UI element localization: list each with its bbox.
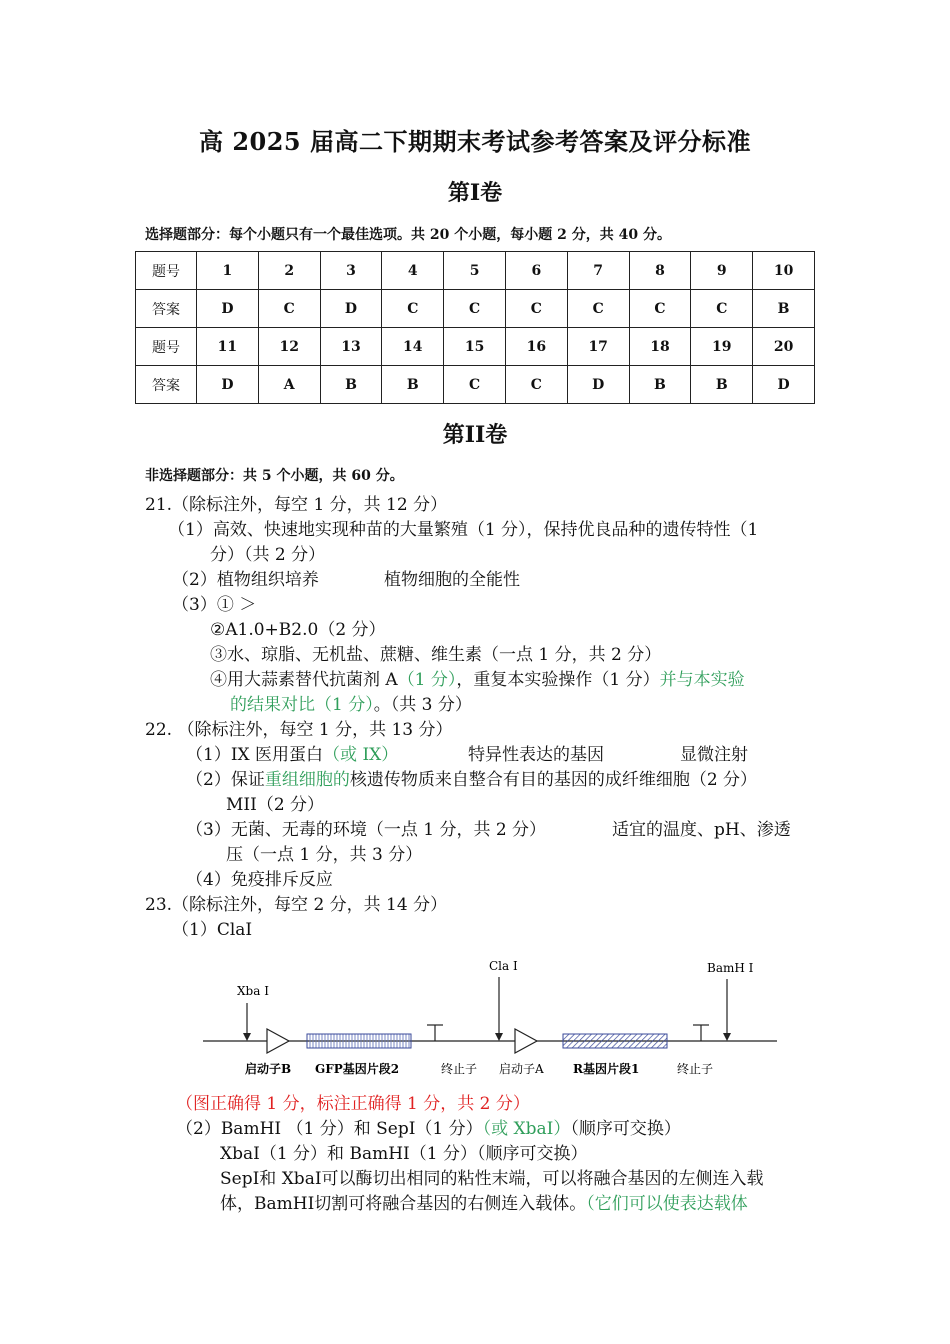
question-number: 9	[691, 252, 753, 290]
q23-p2-part3: （顺序可交换）	[570, 1119, 681, 1139]
answer-cell: C	[258, 290, 320, 328]
q21-p3e	[230, 693, 472, 718]
q21-p3e-part2: 。（共 3 分）	[373, 695, 472, 715]
q23-p2f	[220, 1192, 748, 1217]
q21-p2a: （2）植物组织培养	[172, 570, 319, 590]
answer-cell: C	[629, 290, 691, 328]
q21-p3b: ②A1.0+B2.0（2 分）	[210, 620, 386, 640]
q22-p2-part2: 重组细胞的	[264, 770, 350, 790]
question-number: 6	[505, 252, 567, 290]
question-number: 20	[753, 328, 815, 366]
question-number: 17	[567, 328, 629, 366]
row-label: 答案	[136, 290, 197, 328]
q21-p3d-part4: 并与本实验	[659, 670, 745, 690]
question-number: 4	[382, 252, 444, 290]
answer-cell: D	[753, 366, 815, 404]
question-number: 1	[197, 252, 259, 290]
q22-p3a: （3）无菌、无毒的环境（一点 1 分，共 2 分）	[186, 820, 547, 840]
q21-head: 21.（除标注外，每空 1 分，共 12 分）	[145, 495, 448, 515]
q23-p2f-part1: 体，BamHI切割可将融合基因的右侧连入载体。	[220, 1194, 587, 1214]
section-2-title: 第II卷	[442, 422, 508, 448]
q22-p2-part1: （2）保证	[186, 770, 265, 790]
q23-p2e: SepI和 XbaI可以酶切出相同的粘性末端，可以将融合基因的左侧连入载	[220, 1169, 764, 1189]
table-row	[136, 252, 815, 290]
gfp-segment	[307, 1034, 411, 1048]
q21-p3e-part1: 的结果对比（1 分）	[230, 695, 374, 715]
promoter-b-label: 启动子B	[245, 1062, 292, 1076]
q21-p1b: 分）（共 2 分）	[210, 545, 326, 565]
nonchoice-note: 非选择题部分：共 5 个小题，共 60 分。	[145, 468, 404, 484]
question-number: 14	[382, 328, 444, 366]
q22-p1	[186, 743, 398, 768]
question-number: 16	[505, 328, 567, 366]
q22-p2d: MII（2 分）	[226, 795, 325, 815]
q23-p2f-part2: （它们可以使表达载体	[586, 1194, 748, 1214]
q21-p3d-part2: （1 分）	[397, 670, 457, 690]
q22-p3c: 压（一点 1 分，共 3 分）	[226, 845, 423, 865]
q22-p1c: 特异性表达的基因	[468, 745, 604, 765]
section-1-title: 第I卷	[447, 180, 503, 206]
table-row	[136, 290, 815, 328]
q23-p2d: XbaI（1 分）和 BamHI（1 分）（顺序可交换）	[220, 1144, 588, 1164]
question-number: 2	[258, 252, 320, 290]
q21-p3c: ③水、琼脂、无机盐、蔗糖、维生素（一点 1 分，共 2 分）	[210, 645, 662, 665]
answer-table	[135, 251, 815, 404]
answer-cell: C	[444, 366, 506, 404]
q22-p1-part2: （或 IX）	[323, 745, 399, 765]
answer-cell: B	[691, 366, 753, 404]
q21-p3d	[210, 668, 745, 693]
answer-cell: C	[444, 290, 506, 328]
promoter-b-icon	[267, 1029, 289, 1053]
answer-cell: A	[258, 366, 320, 404]
answer-cell: B	[382, 366, 444, 404]
q21-p3: （3）① ＞	[172, 595, 257, 615]
question-number: 13	[320, 328, 382, 366]
q21-p1a: （1）高效、快速地实现种苗的大量繁殖（1 分），保持优良品种的遗传特性（1	[168, 520, 759, 540]
terminator-1-label: 终止子	[441, 1062, 478, 1076]
answer-cell: C	[382, 290, 444, 328]
q23-head: 23.（除标注外，每空 2 分，共 14 分）	[145, 895, 448, 915]
q22-head: 22. （除标注外，每空 1 分，共 13 分）	[145, 720, 453, 740]
promoter-a-icon	[515, 1029, 537, 1053]
question-number: 5	[444, 252, 506, 290]
choice-note: 选择题部分：每个小题只有一个最佳选项。共 20 个小题，每小题 2 分，共 40 分。	[145, 227, 671, 243]
page-title: 高 2025 届高二下期期末考试参考答案及评分标准	[198, 127, 751, 156]
q23-p1: （1）ClaI	[172, 920, 253, 940]
r-segment	[563, 1034, 667, 1048]
promoter-a-label: 启动子A	[499, 1062, 544, 1076]
table-row	[136, 328, 815, 366]
q22-p3b: 适宜的温度、pH、渗透	[612, 820, 791, 840]
bam-arrowhead	[723, 1033, 731, 1041]
answer-cell: C	[505, 290, 567, 328]
question-number: 11	[197, 328, 259, 366]
question-number: 10	[753, 252, 815, 290]
q23-p2-part1: （2）BamHI （1 分）和 SepI（1 分）	[176, 1119, 483, 1139]
answer-cell: D	[197, 290, 259, 328]
q23-scoring-note: （图正确得 1 分，标注正确得 1 分，共 2 分）	[176, 1094, 530, 1114]
question-number: 12	[258, 328, 320, 366]
cla-label: Cla I	[489, 959, 518, 973]
table-row	[136, 366, 815, 404]
q22-p2-part3: 核遗传物质来自整合有目的基因的成纤维细胞（2 分）	[349, 770, 758, 790]
question-number: 3	[320, 252, 382, 290]
q21-p2b: 植物细胞的全能性	[384, 570, 520, 590]
bam-label: BamH I	[707, 961, 754, 975]
answer-cell: C	[505, 366, 567, 404]
answer-cell: B	[753, 290, 815, 328]
answer-cell: C	[567, 290, 629, 328]
answer-cell: C	[691, 290, 753, 328]
vector-diagram	[195, 955, 795, 1085]
r-label: R基因片段1	[573, 1062, 640, 1076]
xba-label: Xba I	[237, 984, 269, 998]
answer-cell: D	[197, 366, 259, 404]
q21-p3d-part3: ，重复本实验操作（1 分）	[456, 670, 660, 690]
answer-cell: B	[629, 366, 691, 404]
gfp-label: GFP基因片段2	[315, 1062, 400, 1076]
answer-cell: D	[567, 366, 629, 404]
q21-p3d-part1: ④用大蒜素替代抗菌剂 A	[210, 670, 398, 690]
q22-p1-part1: （1）IX 医用蛋白	[186, 745, 324, 765]
q23-p2-part2: （或 XbaI）	[482, 1119, 571, 1139]
row-label: 题号	[136, 252, 197, 290]
xba-arrowhead	[243, 1033, 251, 1041]
cla-arrowhead	[495, 1033, 503, 1041]
question-number: 15	[444, 328, 506, 366]
answer-cell: B	[320, 366, 382, 404]
row-label: 答案	[136, 366, 197, 404]
terminator-2-label: 终止子	[677, 1062, 714, 1076]
question-number: 7	[567, 252, 629, 290]
question-number: 18	[629, 328, 691, 366]
q22-p1d: 显微注射	[680, 745, 748, 765]
answer-cell: D	[320, 290, 382, 328]
question-number: 19	[691, 328, 753, 366]
q22-p2	[186, 768, 757, 793]
q23-p2	[176, 1117, 681, 1142]
row-label: 题号	[136, 328, 197, 366]
q22-p4: （4）免疫排斥反应	[186, 870, 333, 890]
question-number: 8	[629, 252, 691, 290]
